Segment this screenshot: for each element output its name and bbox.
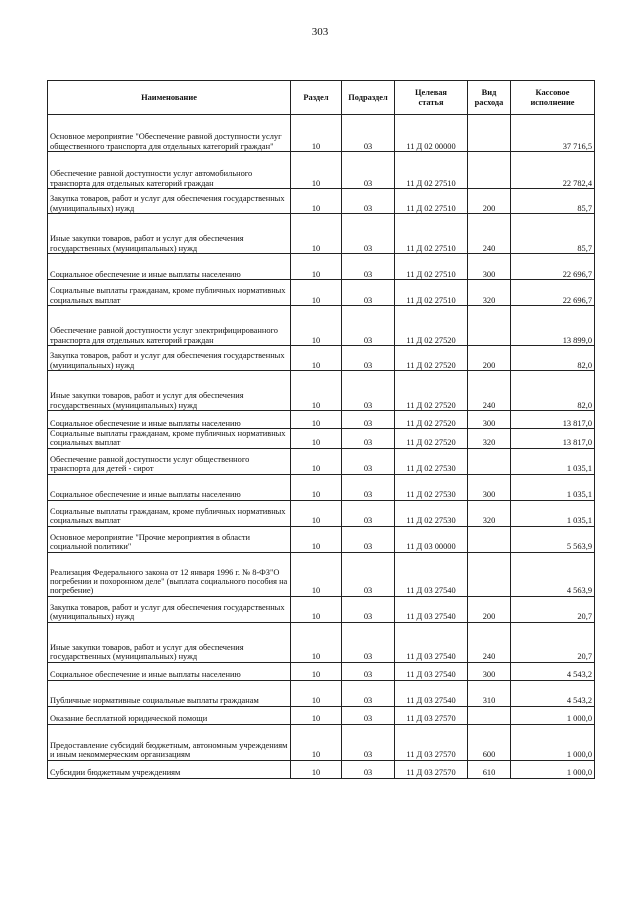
row-subsection: 03	[342, 662, 395, 680]
row-target: 11 Д 02 27520	[395, 346, 468, 371]
row-section: 10	[291, 680, 342, 706]
row-target: 11 Д 02 27510	[395, 280, 468, 306]
row-name: Социальные выплаты гражданам, кроме публичных нормативных социальных выплат	[48, 500, 291, 526]
row-subsection: 03	[342, 500, 395, 526]
table-row	[48, 214, 595, 254]
row-kind: 240	[468, 371, 511, 411]
header-cash-line2: исполнение	[530, 97, 575, 107]
row-target: 11 Д 02 27510	[395, 189, 468, 214]
row-amount: 22 696,7	[511, 280, 595, 306]
row-target: 11 Д 02 27510	[395, 214, 468, 254]
budget-table	[47, 80, 595, 779]
row-name: Обеспечение равной доступности услуг общественного транспорта для детей - сирот	[48, 448, 291, 474]
row-kind: 200	[468, 596, 511, 622]
row-section: 10	[291, 706, 342, 724]
row-target: 11 Д 03 27540	[395, 622, 468, 662]
row-amount: 82,0	[511, 371, 595, 411]
header-cash-line1: Кассовое	[535, 88, 570, 98]
row-subsection: 03	[342, 214, 395, 254]
table-row	[48, 280, 595, 306]
row-name: Основное мероприятие "Прочие мероприятия в области социальной политики"	[48, 526, 291, 552]
row-subsection: 03	[342, 115, 395, 152]
row-section: 10	[291, 152, 342, 189]
row-kind: 320	[468, 280, 511, 306]
row-kind: 300	[468, 254, 511, 280]
row-subsection: 03	[342, 429, 395, 449]
row-target: 11 Д 02 27520	[395, 411, 468, 429]
header-subsection: Подраздел	[342, 81, 395, 115]
row-amount: 1 035,1	[511, 500, 595, 526]
table-row	[48, 346, 595, 371]
row-target: 11 Д 02 27510	[395, 152, 468, 189]
row-subsection: 03	[342, 189, 395, 214]
row-target: 11 Д 03 27540	[395, 552, 468, 596]
header-kind	[468, 81, 511, 115]
row-subsection: 03	[342, 371, 395, 411]
row-amount: 37 716,5	[511, 115, 595, 152]
row-kind: 310	[468, 680, 511, 706]
row-name: Предоставление субсидий бюджетным, автономным учреждениям и иным некоммерческим организациям	[48, 724, 291, 760]
row-kind	[468, 526, 511, 552]
row-subsection: 03	[342, 622, 395, 662]
row-amount: 85,7	[511, 189, 595, 214]
row-section: 10	[291, 552, 342, 596]
row-amount: 20,7	[511, 622, 595, 662]
row-amount: 5 563,9	[511, 526, 595, 552]
table-row	[48, 526, 595, 552]
row-name: Закупка товаров, работ и услуг для обеспечения государственных (муниципальных) нужд	[48, 189, 291, 214]
row-amount: 22 696,7	[511, 254, 595, 280]
row-kind: 320	[468, 429, 511, 449]
row-name: Социальные выплаты гражданам, кроме публичных нормативных социальных выплат	[48, 429, 291, 449]
row-name: Реализация Федерального закона от 12 января 1996 г. № 8-ФЗ"О погребении и похоронном деле" (выплата социального пособия на погребение)	[48, 552, 291, 596]
row-subsection: 03	[342, 526, 395, 552]
header-name: Наименование	[48, 81, 291, 115]
row-target: 11 Д 03 27570	[395, 760, 468, 778]
row-kind	[468, 552, 511, 596]
row-name: Субсидии бюджетным учреждениям	[48, 760, 291, 778]
row-kind	[468, 152, 511, 189]
row-section: 10	[291, 448, 342, 474]
table-row	[48, 474, 595, 500]
header-target-line1: Целевая	[415, 88, 447, 98]
row-section: 10	[291, 306, 342, 346]
row-name: Иные закупки товаров, работ и услуг для обеспечения государственных (муниципальных) нужд	[48, 214, 291, 254]
table-row	[48, 760, 595, 778]
table-row	[48, 429, 595, 449]
row-section: 10	[291, 474, 342, 500]
row-section: 10	[291, 346, 342, 371]
table-row	[48, 680, 595, 706]
row-kind: 200	[468, 189, 511, 214]
row-section: 10	[291, 411, 342, 429]
row-name: Социальное обеспечение и иные выплаты населению	[48, 411, 291, 429]
row-name: Иные закупки товаров, работ и услуг для обеспечения государственных (муниципальных) нужд	[48, 622, 291, 662]
table-row	[48, 662, 595, 680]
row-amount: 1 000,0	[511, 724, 595, 760]
row-target: 11 Д 02 27520	[395, 306, 468, 346]
row-name: Публичные нормативные социальные выплаты гражданам	[48, 680, 291, 706]
row-section: 10	[291, 724, 342, 760]
row-section: 10	[291, 662, 342, 680]
row-name: Социальное обеспечение и иные выплаты населению	[48, 474, 291, 500]
row-target: 11 Д 03 27570	[395, 724, 468, 760]
row-subsection: 03	[342, 680, 395, 706]
table-row	[48, 189, 595, 214]
row-kind	[468, 448, 511, 474]
table-row	[48, 596, 595, 622]
row-section: 10	[291, 526, 342, 552]
row-name: Обеспечение равной доступности услуг электрифицированного транспорта для отдельных категорий граждан	[48, 306, 291, 346]
row-name: Социальные выплаты гражданам, кроме публичных нормативных социальных выплат	[48, 280, 291, 306]
row-section: 10	[291, 254, 342, 280]
row-amount: 13 817,0	[511, 411, 595, 429]
table-row	[48, 706, 595, 724]
row-target: 11 Д 02 27520	[395, 429, 468, 449]
row-section: 10	[291, 596, 342, 622]
row-target: 11 Д 02 27530	[395, 474, 468, 500]
row-amount: 1 000,0	[511, 706, 595, 724]
row-target: 11 Д 02 27530	[395, 448, 468, 474]
row-section: 10	[291, 115, 342, 152]
row-name: Социальное обеспечение и иные выплаты населению	[48, 662, 291, 680]
row-subsection: 03	[342, 152, 395, 189]
row-target: 11 Д 03 27540	[395, 680, 468, 706]
row-target: 11 Д 03 27540	[395, 662, 468, 680]
row-subsection: 03	[342, 306, 395, 346]
row-kind: 600	[468, 724, 511, 760]
row-subsection: 03	[342, 280, 395, 306]
row-amount: 1 035,1	[511, 474, 595, 500]
row-kind: 300	[468, 411, 511, 429]
row-section: 10	[291, 189, 342, 214]
row-target: 11 Д 02 27510	[395, 254, 468, 280]
row-section: 10	[291, 622, 342, 662]
row-name: Закупка товаров, работ и услуг для обеспечения государственных (муниципальных) нужд	[48, 346, 291, 371]
table-row	[48, 152, 595, 189]
row-subsection: 03	[342, 448, 395, 474]
table-row	[48, 115, 595, 152]
row-amount: 22 782,4	[511, 152, 595, 189]
row-section: 10	[291, 760, 342, 778]
row-target: 11 Д 03 27540	[395, 596, 468, 622]
row-kind	[468, 706, 511, 724]
header-kind-line2: расхода	[474, 97, 504, 107]
header-cash	[511, 81, 595, 115]
row-section: 10	[291, 429, 342, 449]
row-kind: 240	[468, 622, 511, 662]
row-subsection: 03	[342, 254, 395, 280]
row-kind: 610	[468, 760, 511, 778]
table-row	[48, 371, 595, 411]
row-name: Закупка товаров, работ и услуг для обеспечения государственных (муниципальных) нужд	[48, 596, 291, 622]
row-subsection: 03	[342, 706, 395, 724]
row-amount: 1 000,0	[511, 760, 595, 778]
row-target: 11 Д 02 27530	[395, 500, 468, 526]
row-name: Основное мероприятие "Обеспечение равной доступности услуг общественного транспорта для отдельных категорий граждан"	[48, 115, 291, 152]
row-kind: 300	[468, 662, 511, 680]
row-section: 10	[291, 371, 342, 411]
row-kind	[468, 115, 511, 152]
table-row	[48, 411, 595, 429]
row-kind: 240	[468, 214, 511, 254]
table-row	[48, 500, 595, 526]
header-kind-line1: Вид	[481, 88, 497, 98]
row-name: Социальное обеспечение и иные выплаты населению	[48, 254, 291, 280]
row-amount: 4 543,2	[511, 680, 595, 706]
row-name: Обеспечение равной доступности услуг автомобильного транспорта для отдельных категорий граждан	[48, 152, 291, 189]
row-amount: 13 817,0	[511, 429, 595, 449]
row-amount: 85,7	[511, 214, 595, 254]
row-target: 11 Д 02 27520	[395, 371, 468, 411]
table-row	[48, 448, 595, 474]
row-section: 10	[291, 214, 342, 254]
row-subsection: 03	[342, 724, 395, 760]
header-target	[395, 81, 468, 115]
row-subsection: 03	[342, 760, 395, 778]
row-name: Оказание бесплатной юридической помощи	[48, 706, 291, 724]
row-amount: 82,0	[511, 346, 595, 371]
row-subsection: 03	[342, 474, 395, 500]
row-amount: 20,7	[511, 596, 595, 622]
row-section: 10	[291, 500, 342, 526]
table-row	[48, 552, 595, 596]
header-target-line2: статья	[418, 97, 444, 107]
row-amount: 4 543,2	[511, 662, 595, 680]
header-row	[48, 81, 595, 115]
page-number: 303	[311, 26, 329, 38]
row-kind: 300	[468, 474, 511, 500]
row-subsection: 03	[342, 596, 395, 622]
table-row	[48, 254, 595, 280]
row-amount: 4 563,9	[511, 552, 595, 596]
row-kind	[468, 306, 511, 346]
row-name: Иные закупки товаров, работ и услуг для обеспечения государственных (муниципальных) нужд	[48, 371, 291, 411]
header-section: Раздел	[291, 81, 342, 115]
row-target: 11 Д 03 00000	[395, 526, 468, 552]
row-kind: 320	[468, 500, 511, 526]
row-subsection: 03	[342, 552, 395, 596]
table-row	[48, 724, 595, 760]
table-row	[48, 622, 595, 662]
row-target: 11 Д 03 27570	[395, 706, 468, 724]
row-amount: 13 899,0	[511, 306, 595, 346]
row-target: 11 Д 02 00000	[395, 115, 468, 152]
row-subsection: 03	[342, 346, 395, 371]
row-section: 10	[291, 280, 342, 306]
row-subsection: 03	[342, 411, 395, 429]
table-row	[48, 306, 595, 346]
row-kind: 200	[468, 346, 511, 371]
row-amount: 1 035,1	[511, 448, 595, 474]
